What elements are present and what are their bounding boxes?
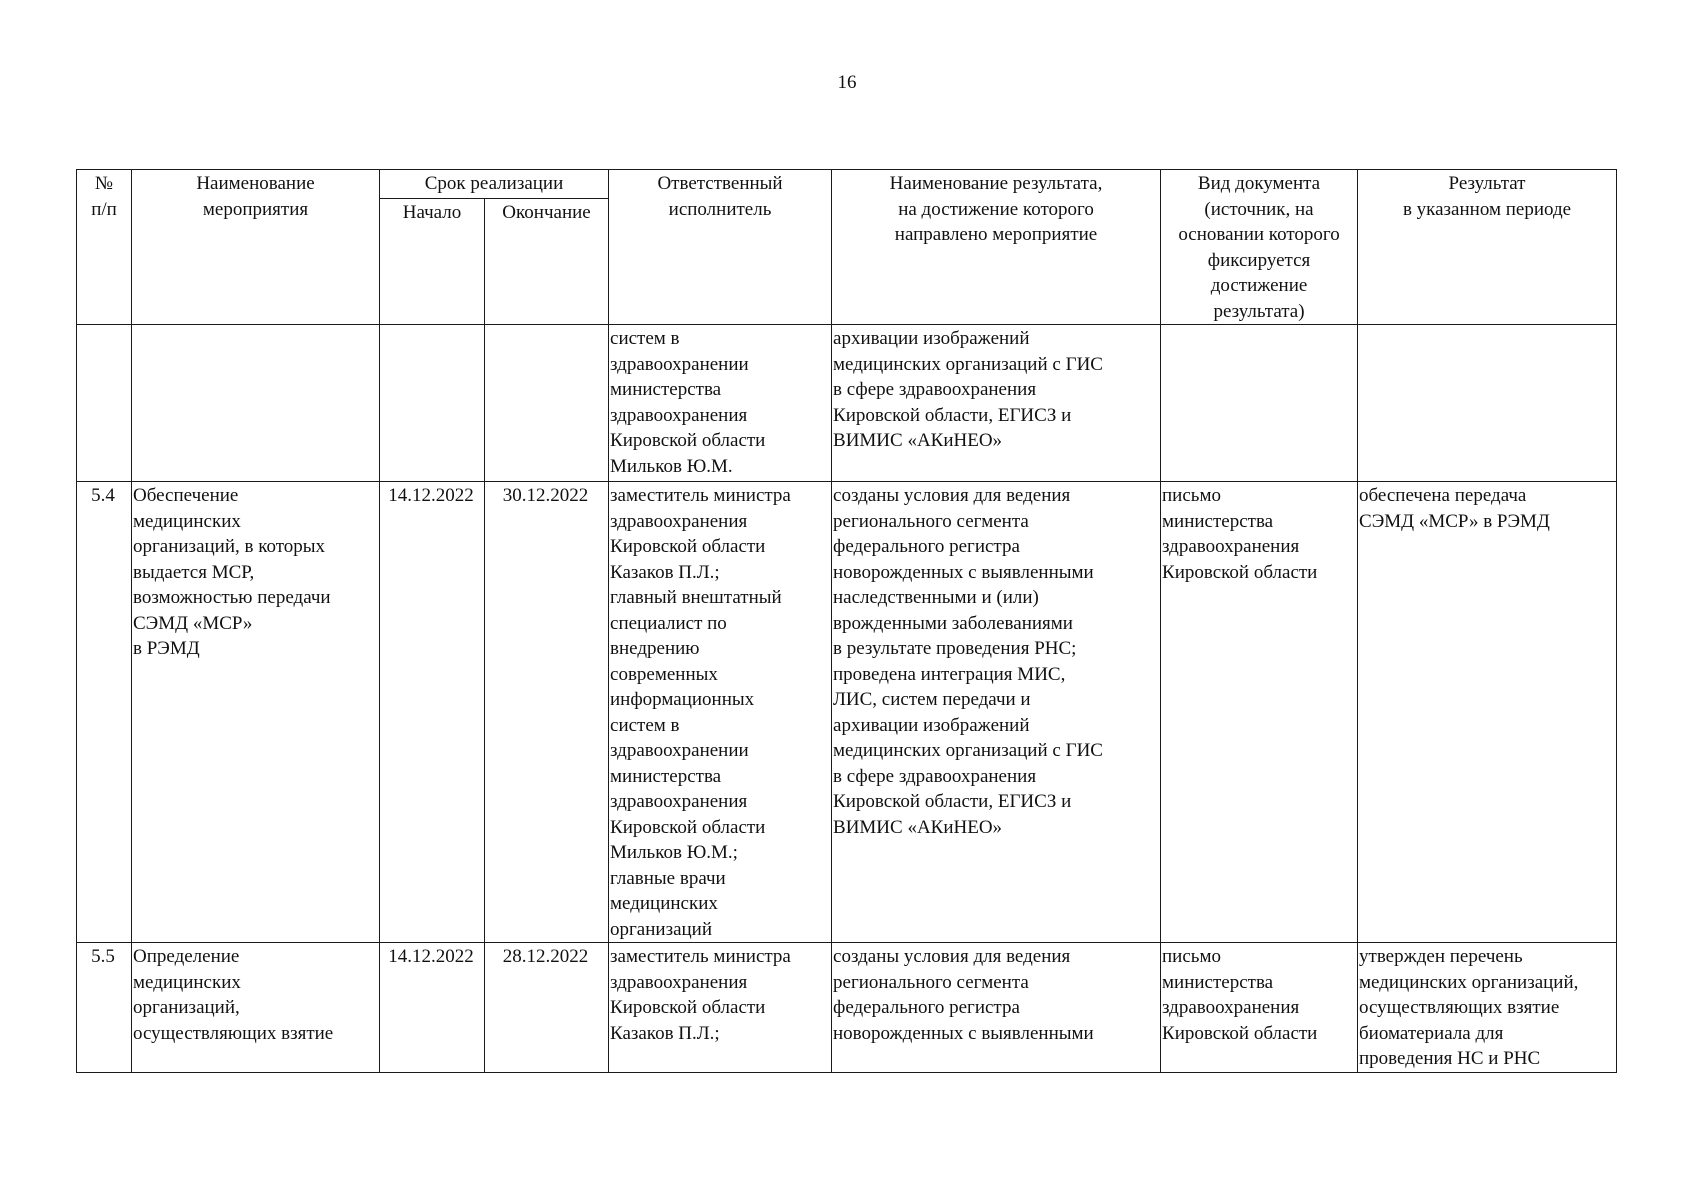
header-responsible: Ответственный исполнитель: [609, 170, 832, 325]
cell-responsible: заместитель министра здравоохранения Кировской области Казаков П.Л.;: [609, 943, 832, 1073]
cell-num: [77, 325, 132, 482]
cell-end: 30.12.2022: [485, 482, 609, 943]
cell-start: [380, 325, 485, 482]
header-period: Срок реализации: [380, 170, 609, 199]
cell-result: утвержден перечень медицинских организаций, осуществляющих взятие биоматериала для проведения НС и РНС: [1358, 943, 1617, 1073]
cell-name: Определение медицинских организаций, осуществляющих взятие: [132, 943, 380, 1073]
table-row: [77, 325, 1617, 482]
header-name: Наименование мероприятия: [132, 170, 380, 325]
header-row: [77, 170, 1617, 199]
action-plan-table: [76, 169, 1617, 1073]
cell-result-name: архивации изображений медицинских организаций с ГИС в сфере здравоохранения Кировской области, ЕГИСЗ и ВИМИС «АКиНЕО»: [832, 325, 1161, 482]
cell-end: [485, 325, 609, 482]
page-number: 16: [837, 72, 857, 93]
header-start: Начало: [380, 199, 485, 325]
cell-doc-type: [1161, 325, 1358, 482]
header-result: Результат в указанном периоде: [1358, 170, 1617, 325]
cell-start: 14.12.2022: [380, 943, 485, 1073]
table-row: [77, 482, 1617, 943]
header-result-name: Наименование результата, на достижение которого направлено мероприятие: [832, 170, 1161, 325]
cell-num: 5.4: [77, 482, 132, 943]
cell-num: 5.5: [77, 943, 132, 1073]
cell-name: [132, 325, 380, 482]
cell-name: Обеспечение медицинских организаций, в которых выдается МСР, возможностью передачи СЭМД «МСР» в РЭМД: [132, 482, 380, 943]
header-num: № п/п: [77, 170, 132, 325]
cell-responsible: систем в здравоохранении министерства здравоохранения Кировской области Мильков Ю.М.: [609, 325, 832, 482]
cell-responsible: заместитель министра здравоохранения Кировской области Казаков П.Л.; главный внештатный специалист по внедрению современных информационных систем в здравоохранении министерства здравоохранения Кировской области Мильков Ю.М.; главные врачи медицинских организаций: [609, 482, 832, 943]
cell-end: 28.12.2022: [485, 943, 609, 1073]
header-doc-type: Вид документа (источник, на основании которого фиксируется достижение результата): [1161, 170, 1358, 325]
cell-start: 14.12.2022: [380, 482, 485, 943]
cell-result: [1358, 325, 1617, 482]
cell-doc-type: письмо министерства здравоохранения Кировской области: [1161, 943, 1358, 1073]
cell-doc-type: письмо министерства здравоохранения Кировской области: [1161, 482, 1358, 943]
header-end: Окончание: [485, 199, 609, 325]
table-row: [77, 943, 1617, 1073]
cell-result: обеспечена передача СЭМД «МСР» в РЭМД: [1358, 482, 1617, 943]
cell-result-name: созданы условия для ведения регионального сегмента федерального регистра новорожденных с выявленными наследственными и (или) врожденными заболеваниями в результате проведения РНС; проведена интеграция МИС, ЛИС, систем передачи и архивации изображений медицинских организаций с ГИС в сфере здравоохранения Кировской области, ЕГИСЗ и ВИМИС «АКиНЕО»: [832, 482, 1161, 943]
cell-result-name: созданы условия для ведения регионального сегмента федерального регистра новорожденных с выявленными: [832, 943, 1161, 1073]
